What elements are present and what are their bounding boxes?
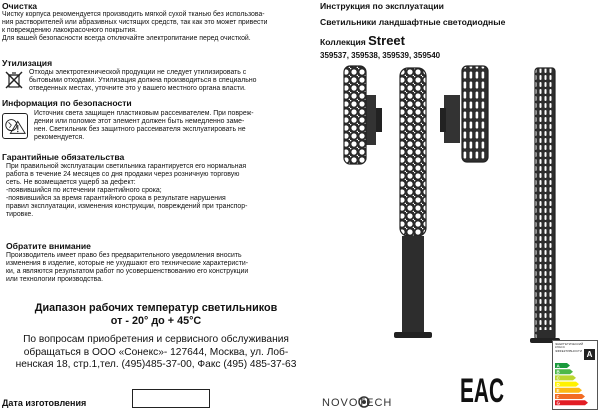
energy-scale-label: C <box>556 375 560 381</box>
utilization-title: Утилизация <box>2 58 53 68</box>
energy-class-badge: A <box>584 349 595 360</box>
broken-glass-warning-icon <box>2 113 28 139</box>
eac-text: EAC <box>460 372 504 410</box>
collection-name: Street <box>368 33 405 48</box>
energy-header-line: ЭФФЕКТИВНОСТИ <box>555 348 583 353</box>
energy-scale-label: B <box>556 369 560 375</box>
manufacture-date-box <box>132 389 210 408</box>
warranty-title: Гарантийные обязательства <box>2 152 125 162</box>
warranty-line: -появившийся по истечении гарантийного срока; <box>6 187 162 194</box>
utilization-text <box>29 69 309 93</box>
article-numbers: 359537, 359538, 359539, 359540 <box>320 51 441 60</box>
lamp-wall-lace <box>344 66 382 164</box>
energy-header-line: КЛАСС <box>555 345 565 350</box>
product-title: Светильники ландшафтные светодиодные <box>320 17 506 27</box>
warranty-line: тировке. <box>6 211 34 218</box>
safety-line: рекомендуется. <box>34 134 85 141</box>
care-text <box>2 11 310 43</box>
product-illustration <box>318 60 600 360</box>
safety-line: Источник света защищен пластиковым рассеивателем. При повреж- <box>34 110 254 117</box>
energy-efficiency-label <box>552 340 598 410</box>
energy-scale-label: F <box>556 394 560 400</box>
care-line: Для вашей безопасности всегда отключайте электропитание перед очисткой. <box>2 35 251 42</box>
warranty-line: работа в течение 24 месяцев со дня продажи через розничную торговую <box>6 171 240 178</box>
safety-text <box>34 110 310 142</box>
notice-title: Обратите внимание <box>6 241 91 251</box>
right-column <box>318 0 600 416</box>
care-line: Чистку корпуса рекомендуется производить мягкой сухой тканью без использова- <box>2 11 265 18</box>
warranty-line: При правильной эксплуатации светильника гарантируется его нормальная <box>6 163 247 170</box>
crossed-bin-icon <box>4 70 24 90</box>
energy-scale-label: A <box>556 363 560 369</box>
brand-text: NOVOTECH <box>322 397 393 409</box>
notice-line: ки, а являются результатом работ по усовершенствованию его конструкции <box>6 268 249 275</box>
energy-scale-bar <box>555 394 585 399</box>
care-line: ния растворителей или абразивных чистящих средств, так как это может привести <box>2 19 268 26</box>
service-line: ненская 18, стр.1,тел. (495)485-37-00, Факс (495) 485-37-63 <box>15 359 297 370</box>
collection-label: Коллекция <box>320 37 366 47</box>
instruction-title: Инструкция по эксплуатации <box>320 1 444 11</box>
safety-line: дении или поломке этот элемент должен быть немедленно заме- <box>34 118 245 125</box>
energy-header-line: ЭНЕРГЕТИЧЕСКИЙ <box>555 342 584 346</box>
eac-certification-mark <box>460 368 504 410</box>
notice-line: Производитель имеет право без предварительного уведомления вносить <box>6 252 242 259</box>
novotech-logo-mark <box>320 392 430 412</box>
energy-scale-label: D <box>556 381 560 387</box>
lamp-bollard-lace <box>394 68 432 338</box>
service-line: обращаться в ООО «Сонекс»- 127644, Москва, ул. Лоб- <box>23 346 289 358</box>
service-contact <box>0 334 312 372</box>
warranty-line: сеть. Не возмещается ущерб за дефект: <box>6 179 136 186</box>
temperature-line: от - 20° до + 45°С <box>110 315 202 327</box>
collection-line <box>320 33 405 48</box>
manufacture-date-label: Дата изготовления <box>2 398 87 408</box>
temperature-line: Диапазон рабочих температур светильников <box>34 302 278 314</box>
service-line: По вопросам приобретения и сервисного обслуживания <box>23 334 289 345</box>
warranty-line: -появившийся за время гарантийного срока в результате нарушения <box>6 195 226 202</box>
care-line: к повреждению лакокрасочного покрытия. <box>2 27 137 34</box>
energy-scale <box>555 363 589 407</box>
lamp-bollard-slots <box>530 68 560 343</box>
notice-text <box>6 252 310 284</box>
warranty-line: правил эксплуатации, изменения конструкции, повреждений при транспор- <box>6 203 248 210</box>
novotech-logo <box>320 392 430 412</box>
care-title: Очистка <box>2 1 38 11</box>
utilization-line: бытовыми отходами. Утилизация должна производиться в специально <box>29 77 257 84</box>
energy-label-header <box>555 343 583 353</box>
utilization-line: Отходы электротехнической продукции не следует утилизировать с <box>29 69 247 76</box>
lamp-wall-slots <box>440 66 488 162</box>
energy-scale-label: G <box>556 400 561 406</box>
utilization-line: отведенных местах, уточните это у вашего местного органа власти. <box>29 85 246 92</box>
notice-line: или технологии производства. <box>6 276 103 283</box>
notice-line: изменения в изделие, которые не ухудшают его технические характеристи- <box>6 260 249 267</box>
energy-scale-label: E <box>556 388 560 394</box>
warranty-text <box>6 163 310 219</box>
safety-title: Информация по безопасности <box>2 98 132 108</box>
safety-line: нен. Светильник без защитного рассеивателя эксплуатировать не <box>34 126 246 133</box>
temperature-range <box>0 302 312 328</box>
